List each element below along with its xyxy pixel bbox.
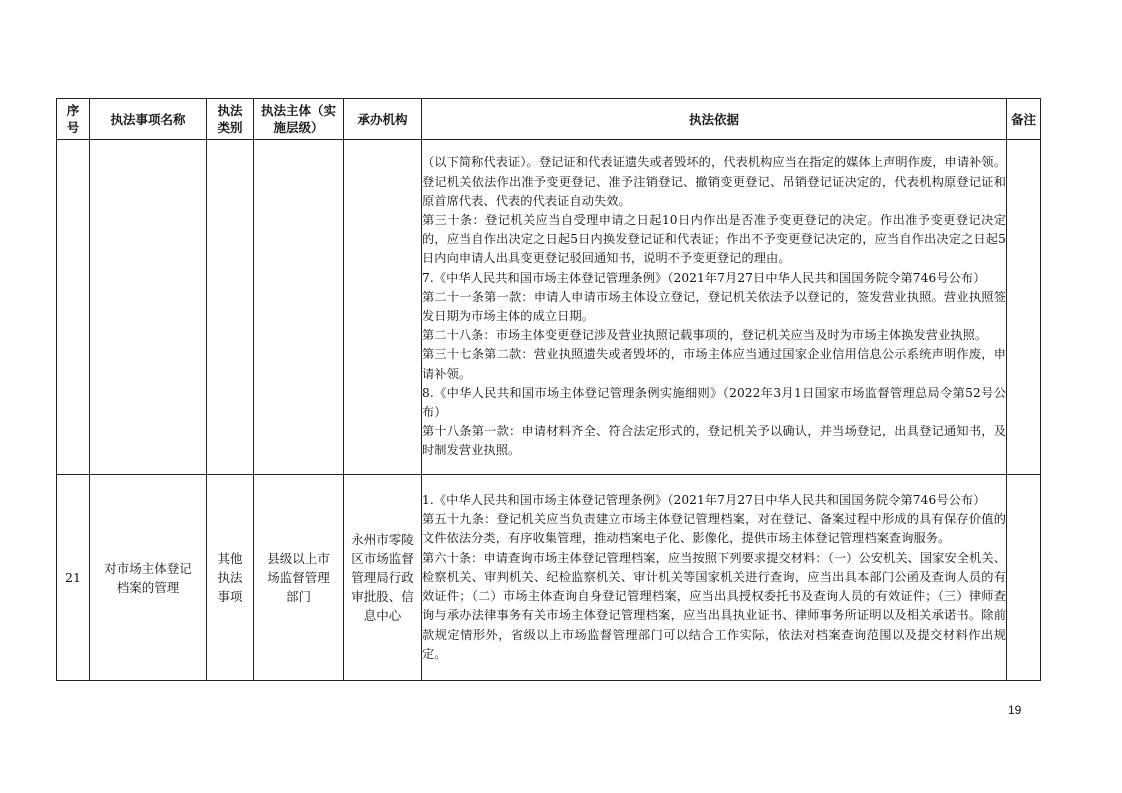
basis-paragraph: 8.《中华人民共和国市场主体登记管理条例实施细则》（2022年3月1日国家市场监督管理总局令第52号公布） [422, 385, 1006, 420]
cell-subject: 县级以上市场监督管理部门 [254, 475, 344, 681]
header-name: 执法事项名称 [90, 99, 207, 140]
cell-seq: 21 [57, 475, 90, 681]
cell-seq [57, 140, 90, 475]
cell-org [344, 140, 422, 475]
cell-name [90, 140, 207, 475]
cell-name: 对市场主体登记档案的管理 [90, 475, 207, 681]
header-type: 执法类别 [207, 99, 254, 140]
basis-paragraph: 7.《中华人民共和国市场主体登记管理条例》（2021年7月27日中华人民共和国国务院令第746号公布） [422, 270, 986, 285]
basis-paragraph: 第二十一条第一款：申请人申请市场主体设立登记，登记机关依法予以登记的，签发营业执照。营业执照签发日期为市场主体的成立日期。 [422, 289, 1006, 323]
header-seq: 序号 [57, 99, 90, 140]
cell-type [207, 140, 254, 475]
basis-paragraph: 第五十九条：登记机关应当负责建立市场主体登记管理档案，对在登记、备案过程中形成的具有保存价值的文件依法分类，有序收集管理，推动档案电子化、影像化，提供市场主体登记管理档案查询服务。 [422, 512, 1006, 546]
basis-paragraph: 第三十条：登记机关应当自受理申请之日起10日内作出是否准予变更登记的决定。作出准予变更登记决定的，应当自作出决定之日起5日内换发登记证和代表证；作出不予变更登记决定的，应当自作出决定之日起5日内向申请人出具变更登记驳回通知书，说明不予变更登记的理由。 [422, 212, 1006, 266]
header-subject: 执法主体（实施层级） [254, 99, 344, 140]
cell-org: 永州市零陵区市场监督管理局行政审批股、信息中心 [344, 475, 422, 681]
header-remark: 备注 [1007, 99, 1041, 140]
cell-subject [254, 140, 344, 475]
basis-paragraph: 1.《中华人民共和国市场主体登记管理条例》（2021年7月27日中华人民共和国国务院令第746号公布） [422, 493, 986, 508]
table-row [57, 140, 1041, 475]
table-row [57, 475, 1041, 681]
basis-paragraph: 第十八条第一款：申请材料齐全、符合法定形式的，登记机关予以确认，并当场登记，出具登记通知书，及时制发营业执照。 [422, 424, 1006, 458]
header-row [57, 99, 1041, 140]
basis-paragraph: 第三十七条第二款：营业执照遗失或者毁坏的，市场主体应当通过国家企业信用信息公示系统声明作废，申请补领。 [422, 347, 1006, 381]
basis-paragraph: 第二十八条：市场主体变更登记涉及营业执照记载事项的，登记机关应当及时为市场主体换发营业执照。 [422, 328, 988, 343]
page-number: 19 [1008, 703, 1022, 717]
cell-basis [422, 140, 1007, 475]
cell-remark [1007, 475, 1041, 681]
cell-remark [1007, 140, 1041, 475]
cell-type: 其他执法事项 [207, 475, 254, 681]
basis-paragraph: （以下简称代表证）。登记证和代表证遗失或者毁坏的，代表机构应当在指定的媒体上声明作废，申请补领。登记机关依法作出准予变更登记、准予注销登记、撤销变更登记、吊销登记证决定的，代表机构原登记证和原首席代表、代表的代表证自动失效。 [422, 155, 1006, 208]
cell-basis [422, 475, 1007, 681]
enforcement-table [56, 98, 1041, 681]
header-org: 承办机构 [344, 99, 422, 140]
basis-paragraph: 第六十条：申请查询市场主体登记管理档案，应当按照下列要求提交材料：（一）公安机关、国家安全机关、检察机关、审判机关、纪检监察机关、审计机关等国家机关进行查询，应当出具本部门公函及查询人员的有效证件；（二）市场主体查询自身登记管理档案，应当出具授权委托书及查询人员的有效证件；（三）律师查询与承办法律事务有关市场主体登记管理档案，应当出具执业证书、律师事务所证明以及相关承诺书。除前款规定情形外，省级以上市场监督管理部门可以结合工作实际，依法对档案查询范围以及提交材料作出规定。 [422, 550, 1006, 661]
header-basis: 执法依据 [422, 99, 1007, 140]
